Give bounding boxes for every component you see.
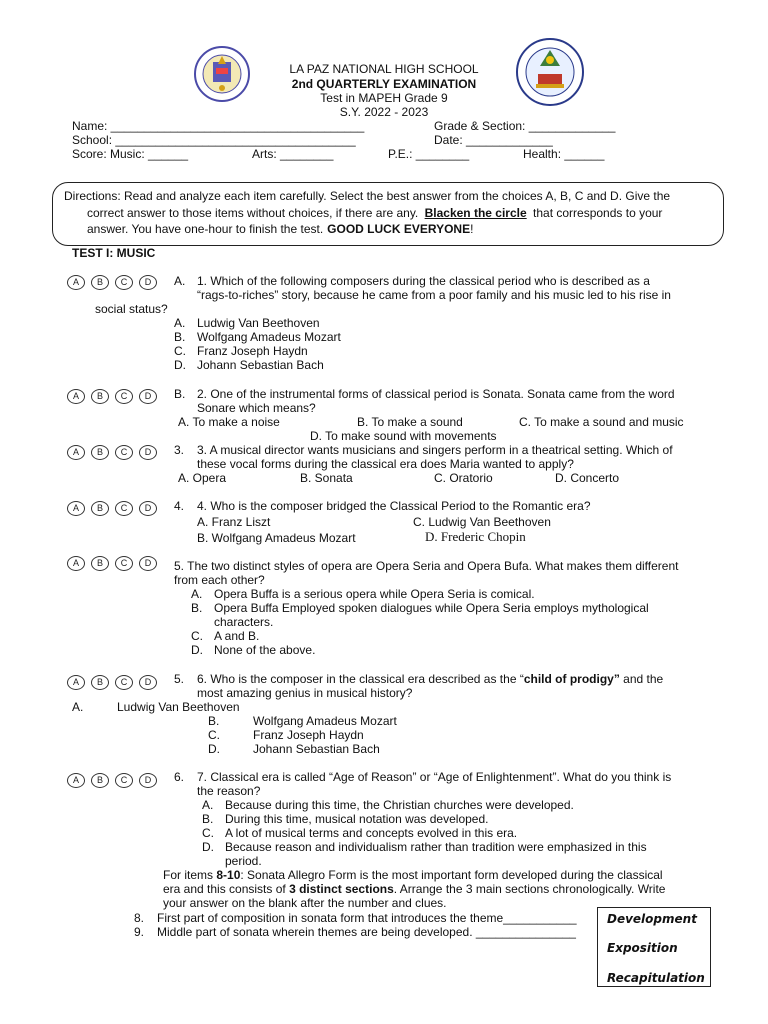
- score-health-field[interactable]: Health: ______: [523, 147, 605, 161]
- directions-line-3: answer. You have one-hour to finish the test. GOOD LUCK EVERYONE!: [87, 222, 474, 236]
- q3-choice-b: B. Sonata: [300, 471, 353, 485]
- q3-stem-1: 3. A musical director wants musicians and singers perform in a theatrical setting. Which of: [197, 443, 673, 457]
- q1-choice-b-letter: B.: [174, 330, 186, 344]
- bubble-d[interactable]: D: [139, 675, 157, 690]
- q6-choice-d-letter: D.: [208, 742, 220, 756]
- q7-choice-b: During this time, musical notation was developed.: [225, 812, 489, 826]
- q6-choice-b-letter: B.: [208, 714, 220, 728]
- q3-stem-2: these vocal forms during the classical era does Maria wanted to apply?: [197, 457, 574, 471]
- q7-choice-a: Because during this time, the Christian churches were developed.: [225, 798, 574, 812]
- q5-stem-1: 5. The two distinct styles of opera are Opera Seria and Opera Bufa. What makes them different: [174, 559, 679, 573]
- q6-stem-2: most amazing genius in musical history?: [197, 686, 413, 700]
- q5-stem-2: from each other?: [174, 573, 265, 587]
- q5-choice-c-letter: C.: [191, 629, 203, 643]
- bubble-c[interactable]: C: [115, 773, 133, 788]
- answer-bubbles-q4[interactable]: [67, 501, 157, 516]
- bubble-b[interactable]: B: [91, 275, 109, 290]
- bubble-b[interactable]: B: [91, 389, 109, 404]
- item-9-blank[interactable]: Middle part of sonata wherein themes are being developed. _______________: [157, 925, 576, 939]
- q7-stem-1: 7. Classical era is called “Age of Reason” or “Age of Enlightenment”. What do you think is: [197, 770, 672, 784]
- q7-stem-2: the reason?: [197, 784, 261, 798]
- q6-choice-b: Wolfgang Amadeus Mozart: [253, 714, 397, 728]
- q7-choice-c: A lot of musical terms and concepts evolved in this era.: [225, 826, 518, 840]
- q4-choice-c: C. Ludwig Van Beethoven: [413, 515, 551, 529]
- item-9-number: 9.: [134, 925, 145, 939]
- q2-stem-2: Sonare which means?: [197, 401, 316, 415]
- bubble-b[interactable]: B: [91, 675, 109, 690]
- sonata-intro-1: For items 8-10: Sonata Allegro Form is the most important form developed during the classical: [163, 868, 663, 882]
- school-year: S.Y. 2022 - 2023: [339, 105, 429, 119]
- q1-choice-a: Ludwig Van Beethoven: [197, 316, 320, 330]
- q2-choice-d: D. To make sound with movements: [310, 429, 497, 443]
- q2-choice-c: C. To make a sound and music: [519, 415, 684, 429]
- q2-number: B.: [174, 387, 186, 401]
- q4-choice-b: B. Wolfgang Amadeus Mozart: [197, 531, 356, 545]
- school-field[interactable]: School: ____________________________________: [72, 133, 356, 147]
- bubble-a[interactable]: A: [67, 445, 85, 460]
- bubble-c[interactable]: C: [115, 445, 133, 460]
- q5-choice-d: None of the above.: [214, 643, 316, 657]
- score-music-field[interactable]: Score: Music: ______: [72, 147, 189, 161]
- q7-choice-a-letter: A.: [202, 798, 214, 812]
- answer-bubbles-q2[interactable]: [67, 389, 157, 404]
- q7-number: 6.: [174, 770, 185, 784]
- exam-title: 2nd QUARTERLY EXAMINATION: [291, 77, 477, 91]
- q4-number: 4.: [174, 499, 185, 513]
- school-name: LA PAZ NATIONAL HIGH SCHOOL: [289, 62, 479, 76]
- q7-choice-d-cont: period.: [225, 854, 262, 868]
- bubble-c[interactable]: C: [115, 675, 133, 690]
- q6-choice-a-letter: A.: [72, 700, 84, 714]
- q5-choice-b-letter: B.: [191, 601, 203, 615]
- bubble-b[interactable]: B: [91, 556, 109, 571]
- q3-choice-c: C. Oratorio: [434, 471, 493, 485]
- answer-bubbles-q7[interactable]: [67, 773, 157, 788]
- q3-choice-d: D. Concerto: [555, 471, 620, 485]
- blacken-circle-emphasis: Blacken the circle: [424, 206, 527, 220]
- q4-stem-1: 4. Who is the composer bridged the Classical Period to the Romantic era?: [197, 499, 591, 513]
- bubble-c[interactable]: C: [115, 501, 133, 516]
- q1-choice-c-letter: C.: [174, 344, 186, 358]
- q6-choice-a: Ludwig Van Beethoven: [117, 700, 240, 714]
- q6-choice-c: Franz Joseph Haydn: [253, 728, 364, 742]
- q7-choice-b-letter: B.: [202, 812, 214, 826]
- q5-choice-b: Opera Buffa Employed spoken dialogues while Opera Seria employs mythological: [214, 601, 649, 615]
- q7-choice-d: Because reason and individualism rather than tradition were emphasized in this: [225, 840, 647, 854]
- q1-choice-d: Johann Sebastian Bach: [197, 358, 324, 372]
- directions-line-1: Directions: Read and analyze each item carefully. Select the best answer from the choices A, B, C and D. Give the: [64, 189, 671, 203]
- bubble-a[interactable]: A: [67, 675, 85, 690]
- q1-stem-1: 1. Which of the following composers during the classical period who is described as a: [197, 274, 650, 288]
- score-pe-field[interactable]: P.E.: ________: [388, 147, 470, 161]
- q2-choice-b: B. To make a sound: [357, 415, 463, 429]
- sonata-intro-2: era and this consists of 3 distinct sections. Arrange the 3 main sections chronologically. Write: [163, 882, 666, 896]
- answer-bubbles-q3[interactable]: [67, 445, 157, 460]
- bubble-a[interactable]: A: [67, 773, 85, 788]
- answer-bubbles-q5[interactable]: [67, 556, 157, 571]
- bubble-c[interactable]: C: [115, 389, 133, 404]
- choice-development: Development: [607, 912, 697, 926]
- q1-stem-3: social status?: [95, 302, 168, 316]
- bubble-a[interactable]: A: [67, 501, 85, 516]
- bubble-d[interactable]: D: [139, 773, 157, 788]
- bubble-d[interactable]: D: [139, 501, 157, 516]
- q6-choice-c-letter: C.: [208, 728, 220, 742]
- directions-line-2: correct answer to those items without choices, if there are any. Blacken the circle that corresponds to your: [87, 206, 663, 220]
- choice-recapitulation: Recapitulation: [607, 971, 705, 985]
- q2-stem-1: 2. One of the instrumental forms of classical period is Sonata. Sonata came from the word: [197, 387, 675, 401]
- q6-number: 5.: [174, 672, 185, 686]
- q4-choice-a: A. Franz Liszt: [197, 515, 271, 529]
- q1-choice-d-letter: D.: [174, 358, 186, 372]
- answer-bubbles-q1[interactable]: [67, 275, 157, 290]
- bubble-d[interactable]: D: [139, 556, 157, 571]
- grade-section-field[interactable]: Grade & Section: _____________: [434, 119, 616, 133]
- bubble-b[interactable]: B: [91, 501, 109, 516]
- q5-choice-c: A and B.: [214, 629, 260, 643]
- q1-choice-a-letter: A.: [174, 316, 186, 330]
- q1-number: A.: [174, 274, 186, 288]
- bubble-b[interactable]: B: [91, 773, 109, 788]
- bubble-c[interactable]: C: [115, 556, 133, 571]
- q4-choice-d: D. Frederic Chopin: [425, 529, 526, 544]
- score-arts-field[interactable]: Arts: ________: [252, 147, 334, 161]
- bubble-d[interactable]: D: [139, 445, 157, 460]
- test-title: TEST I: MUSIC: [72, 246, 156, 260]
- date-field[interactable]: Date: _____________: [434, 133, 553, 147]
- bubble-a[interactable]: A: [67, 556, 85, 571]
- bubble-b[interactable]: B: [91, 445, 109, 460]
- test-subject: Test in MAPEH Grade 9: [320, 91, 448, 105]
- q2-choice-a: A. To make a noise: [178, 415, 280, 429]
- q5-choice-b-cont: characters.: [214, 615, 274, 629]
- item-8-blank[interactable]: First part of composition in sonata form that introduces the theme___________: [157, 911, 577, 925]
- q3-choice-a: A. Opera: [178, 471, 227, 485]
- q5-choice-a-letter: A.: [191, 587, 203, 601]
- bubble-c[interactable]: C: [115, 275, 133, 290]
- q1-choice-b: Wolfgang Amadeus Mozart: [197, 330, 341, 344]
- q5-choice-a: Opera Buffa is a serious opera while Opera Seria is comical.: [214, 587, 535, 601]
- name-field[interactable]: Name: ______________________________________: [72, 119, 365, 133]
- bubble-d[interactable]: D: [139, 275, 157, 290]
- q3-number: 3.: [174, 443, 185, 457]
- q1-choice-c: Franz Joseph Haydn: [197, 344, 308, 358]
- q5-choice-d-letter: D.: [191, 643, 203, 657]
- q7-choice-c-letter: C.: [202, 826, 214, 840]
- answer-bubbles-q6[interactable]: [67, 675, 157, 690]
- bubble-a[interactable]: A: [67, 275, 85, 290]
- q7-choice-d-letter: D.: [202, 840, 214, 854]
- q1-stem-2: “rags-to-riches” story, because he came from a poor family and his music led to his rise in: [197, 288, 671, 302]
- item-8-number: 8.: [134, 911, 145, 925]
- sonata-intro-3: your answer on the blank after the number and clues.: [163, 896, 447, 910]
- q6-choice-d: Johann Sebastian Bach: [253, 742, 380, 756]
- bubble-d[interactable]: D: [139, 389, 157, 404]
- bubble-a[interactable]: A: [67, 389, 85, 404]
- choice-exposition: Exposition: [607, 941, 678, 955]
- q6-stem-1: 6. Who is the composer in the classical era described as the “child of prodigy” and the: [197, 672, 664, 686]
- choices-box: [597, 907, 711, 987]
